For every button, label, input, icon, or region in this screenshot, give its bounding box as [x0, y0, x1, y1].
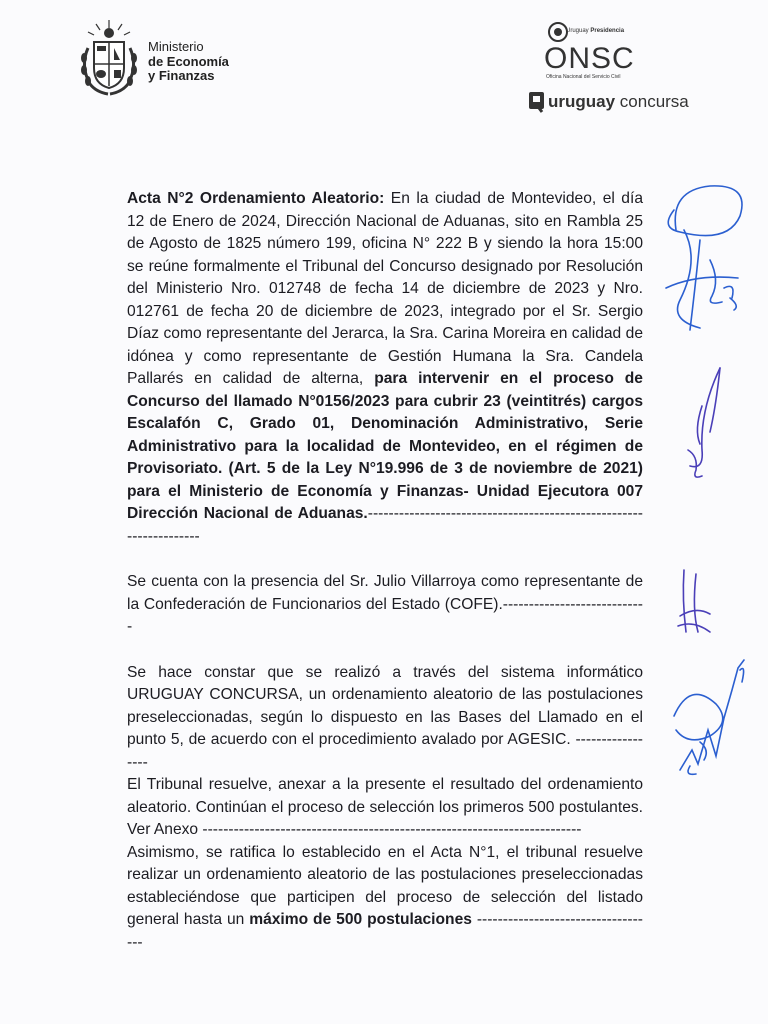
paragraph-5-text: Asimismo, se ratifica lo establecido en el Acta N°1, el tribunal resuelve realizar un ordenamiento aleatorio de las postulaciones preseleccionadas estableciéndose que participen del proceso de selección del listado general hasta un	[127, 843, 643, 928]
signature-2	[688, 368, 720, 477]
signatures-margin	[640, 170, 768, 790]
presidencia-text: Presidencia	[590, 28, 625, 34]
coat-of-arms-icon	[74, 18, 144, 98]
presidencia-prefix: Uruguay	[566, 28, 589, 34]
presidencia-label	[566, 28, 624, 34]
signature-1	[666, 186, 742, 330]
paragraph-4: El Tribunal resuelve, anexar a la presente el resultado del ordenamiento aleatorio. Continúan el proceso de selección los primeros 500 postulantes. Ver Anexo -------------------------------------------------------------------------	[127, 776, 643, 838]
act-body	[127, 188, 643, 954]
paragraph-1-dashes: -------------------------------------------------------------------	[127, 505, 643, 545]
ministry-name-line1: Ministerio	[148, 39, 204, 54]
paragraph-5	[127, 842, 643, 955]
paragraph-1-text: En la ciudad de Montevideo, el día 12 de Enero de 2024, Dirección Nacional de Aduanas, sito en Rambla 25 de Agosto de 1825 número 199, oficina N° 222 B y siendo la hora 15:00 se reúne formalmente el Tribunal del Concurso designado por Resolución del Ministerio Nro. 012748 de fecha 14 de diciembre de 2023 y Nro. 012761 de fecha 20 de diciembre de 2023, integrado por el Sr. Sergio Díaz como representante del Jerarca, la Sra. Carina Moreira en calidad de idónea y como representante de Gestión Humana la Sra. Candela Pallarés en calidad de alterna,	[127, 190, 643, 387]
paragraph-1	[127, 188, 643, 548]
paragraph-1-bold: para intervenir en el proceso de Concurso del llamado N°0156/2023 para cubrir 23 (veintitrés) cargos Escalafón C, Grado 01, Denominación Administrativo, Serie Administrativo para la localidad de Montevideo, en el régimen de Provisoriato. (Art. 5 de la Ley N°19.996 de 3 de noviembre de 2021) para el Ministerio de Economía y Finanzas- Unidad Ejecutora 007 Dirección Nacional de Aduanas.	[127, 370, 643, 522]
paragraph-3: Se hace constar que se realizó a través del sistema informático URUGUAY CONCURSA, un ordenamiento aleatorio de las postulaciones preseleccionadas, según lo dispuesto en las Bases del Llamado en el punto 5, de acuerdo con el procedimiento avalado por AGESIC. -----------------	[127, 663, 643, 771]
signature-3	[678, 570, 710, 632]
paragraph-5-bold: máximo de 500 postulaciones	[249, 911, 472, 928]
ministry-logo	[74, 18, 304, 98]
onsc-acronym: ONSC	[544, 42, 635, 75]
ministry-name-line3: y Finanzas	[148, 68, 215, 83]
ministry-name-line2: de Economía	[148, 53, 229, 69]
platform-name-rest: concursa	[615, 92, 689, 111]
act-title: Acta N°2 Ordenamiento Aleatorio:	[127, 190, 385, 207]
ministry-name	[148, 40, 229, 84]
platform-name-bold: uruguay	[548, 92, 616, 111]
onsc-full-name: Oficina Nacional del Servicio Civil	[546, 74, 621, 80]
onsc-logo	[528, 16, 689, 120]
platform-name	[548, 92, 689, 112]
paragraph-2: Se cuenta con la presencia del Sr. Julio Villarroya como representante de la Confederación de Funcionarios del Estado (COFE).----------------------------	[127, 573, 643, 635]
signature-4	[674, 660, 744, 774]
paragraph-5-dashes: -----------------------------------	[127, 911, 643, 951]
